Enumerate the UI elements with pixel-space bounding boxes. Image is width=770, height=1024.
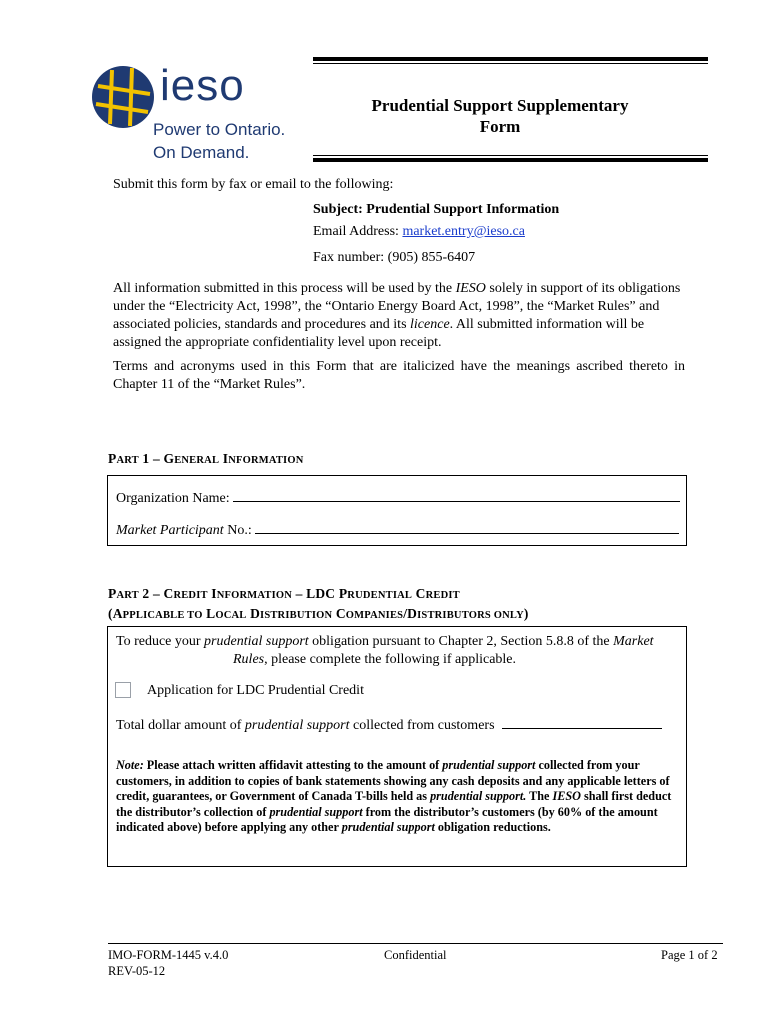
part2-intro-a: To reduce your [116,634,205,649]
h1-seg-4: I [207,586,217,601]
h2-seg-10: ) [523,606,529,621]
note-seg-9: from the distributor’s customers (by 60% of the amount indicated above) before applying any other [116,804,658,834]
h1-seg-8: C [412,586,426,601]
total-amount-row [116,714,681,735]
h1-seg-9: REDIT [425,590,460,601]
part2-intro-f: , please complete the following if applicable. [264,652,517,667]
mp-number-label: No.: [223,523,256,538]
part2-intro-c: obligation pursuant to Chapter 2, Section 5.8.8 of the [308,634,614,649]
h1-seg-7: RUDENTIAL [347,590,413,601]
h2-seg-3: OCAL [215,610,247,621]
submit-email [313,223,525,241]
part2-heading [108,585,529,625]
h2-seg-6: C [332,606,346,621]
info-paragraph [113,280,688,352]
para1-e: . All submitted information will be assigned the appropriate confidentiality level upon receipt. [113,317,645,350]
part2-intro [116,633,676,669]
title-rule-bottom-thin [313,155,708,156]
email-label: Email Address: [313,224,403,239]
h1-seg-0: P [108,586,117,601]
submit-subject: Subject: Prudential Support Information [313,202,560,217]
part1-h-art: ART [116,455,139,466]
h1-seg-2: 2 – C [138,586,174,601]
part1-h-g: G [163,451,175,466]
part1-h-p: P [108,451,117,466]
total-a: Total dollar amount of [116,718,245,733]
note-seg-1: Please attach written affidavit attesting to the amount of [143,758,443,772]
part2-intro-d: Market [613,634,654,649]
footer-rule [108,943,723,944]
total-amount-field[interactable] [502,714,662,729]
h2-seg-2: L [202,606,216,621]
org-name-label: Organization Name: [116,491,234,506]
part1-h-num: 1 – [138,451,164,466]
para1-b: IESO [455,281,486,296]
mp-number-row [116,519,681,540]
ldc-credit-checkbox[interactable] [115,682,131,698]
org-name-field[interactable] [233,487,680,502]
title-rule-top-thin [313,63,708,64]
mp-number-field[interactable] [255,519,679,534]
part1-box [107,475,687,546]
logo-tagline-2: On Demand. [153,143,250,162]
part2-box [107,626,687,867]
note-seg-10: prudential support [341,820,435,834]
note-seg-3: collected from your customers, in addition to copies of bank statements showing any cash deposits and any applicable letters of credit, guarantees, or Government of Canada T-bills held as [116,758,670,803]
h1-seg-3: REDIT [173,590,208,601]
part2-heading-line-1 [108,585,529,605]
h1-seg-6: – LDC P [292,586,348,601]
para1-d: licence [410,317,450,332]
note-seg-2: prudential support [442,758,536,772]
h2-seg-7: OMPANIES [345,610,404,621]
h1-seg-5: NFORMATION [216,590,293,601]
h2-seg-9: ISTRIBUTORS ONLY [417,610,524,621]
h2-seg-8: /D [403,606,418,621]
submit-intro: Submit this form by fax or email to the following: [113,177,394,192]
para1-c: solely in support of its obligations under the “Electricity Act, 1998”, the “Ontario Energy Board Act, 1998”, the “Market Rules” and associated policies, standards and procedures and its [113,281,681,332]
part1-heading [108,451,304,467]
note-seg-7: shall first deduct the distributor’s collection of [116,789,672,819]
logo-wordmark: ieso [160,61,245,110]
title-rule-bottom-thick [313,158,708,162]
note-seg-8: prudential support [269,804,363,819]
org-name-row [116,487,681,508]
email-link[interactable]: market.entry@ieso.ca [402,224,525,239]
part2-heading-line-2 [108,605,529,625]
part2-intro-e: Rules [233,652,265,667]
footer-form-id: IMO-FORM-1445 v.4.0 [108,948,229,962]
part1-h-nformation: NFORMATION [228,455,304,466]
footer-rev: REV-05-12 [108,964,166,978]
ieso-logo-icon [90,64,156,130]
part2-note [116,758,678,836]
title-rule-top-thick [313,57,708,61]
title-line-1: Prudential Support Supplementary [371,96,629,115]
total-c: collected from customers [349,718,495,733]
logo-tagline-1: Power to Ontario. [153,120,286,139]
terms-paragraph: Terms and acronyms used in this Form that are italicized have the meanings ascribed thereto in Chapter 11 of the “Market Rules”. [113,359,685,392]
part2-intro-b: prudential support [204,634,309,649]
submit-fax: Fax number: (905) 855-6407 [313,250,476,265]
footer-page-number: Page 1 of 2 [661,948,718,962]
h2-seg-5: ISTRIBUTION [260,610,333,621]
title-line-2: Form [479,117,521,136]
part1-h-i: I [219,451,229,466]
note-seg-5: The [526,789,553,803]
page-title [340,95,660,137]
mp-number-label-italic: Market Participant [116,523,224,538]
footer-confidential: Confidential [384,948,447,962]
h2-seg-4: D [246,606,261,621]
note-seg-6: IESO [552,789,581,803]
note-seg-4: prudential support. [430,789,527,803]
h1-seg-1: ART [116,590,139,601]
h2-seg-0: (A [108,606,123,621]
note-seg-0: Note: [116,758,144,772]
para1-a: All information submitted in this process will be used by the [113,281,456,296]
part1-h-eneral: ENERAL [174,455,220,466]
note-seg-11: obligation reductions. [434,820,551,834]
ldc-credit-label: Application for LDC Prudential Credit [147,683,364,698]
h2-seg-1: PPLICABLE TO [122,610,203,621]
total-b: prudential support [244,718,350,733]
